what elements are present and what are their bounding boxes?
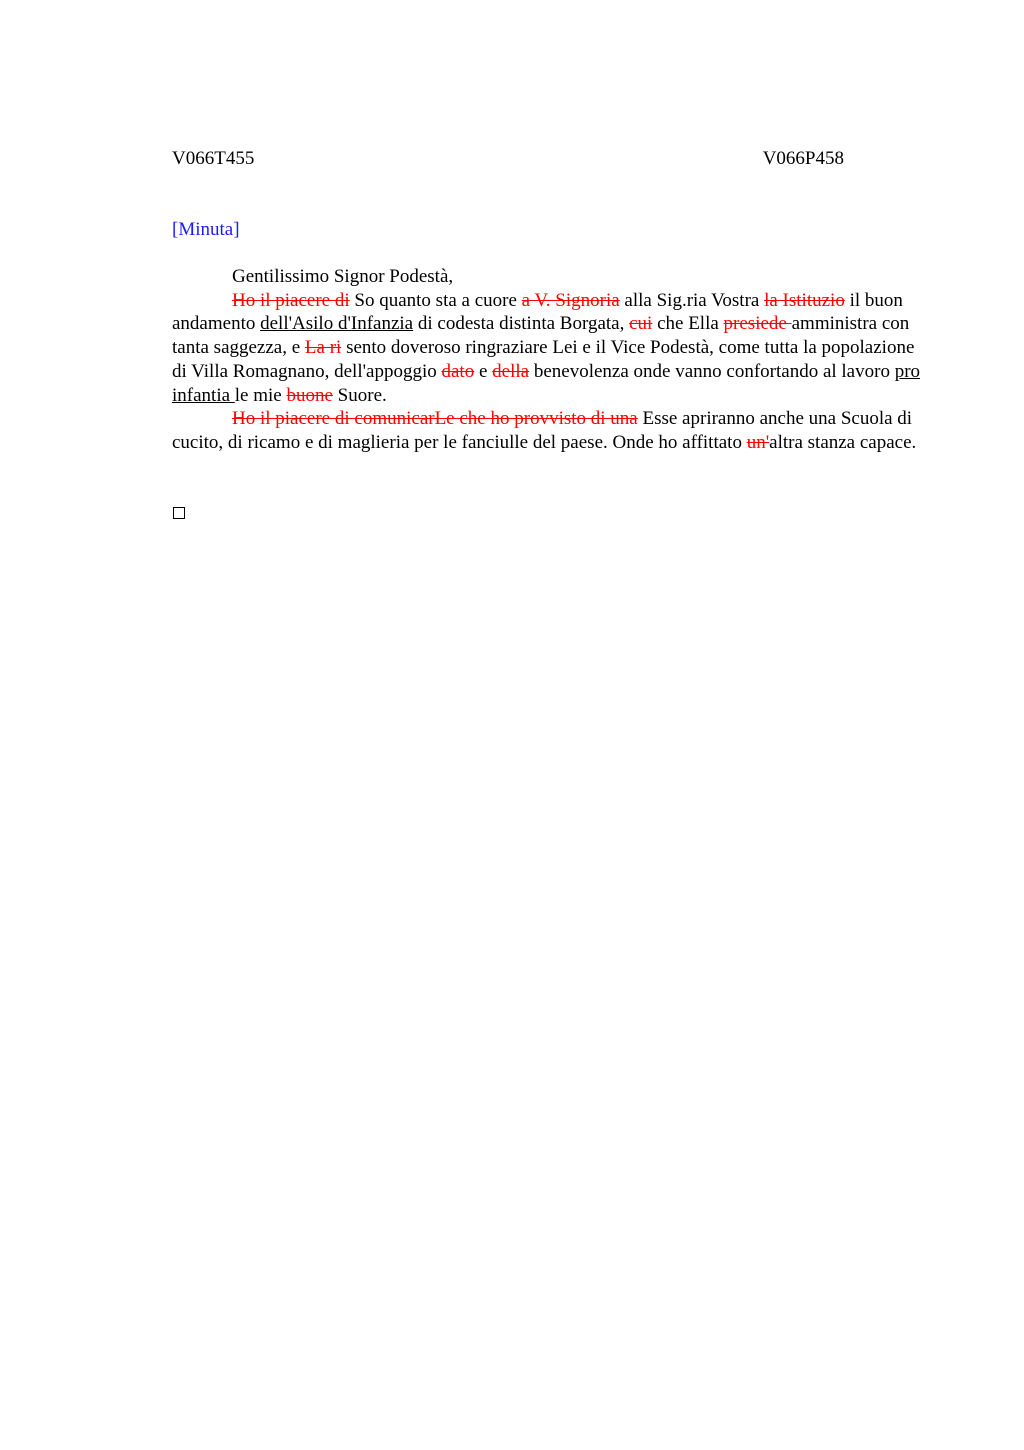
text-run: Suore. [332,384,387,406]
deleted-text: Ho il piacere di [232,289,350,311]
deleted-text: della [492,360,530,382]
text-run: alla Sig.ria Vostra [619,289,765,311]
deleted-text: presiede [723,313,792,335]
text-run: e [474,360,493,382]
text-run: Esse apriranno anche una Scuola di cucito, di ricamo e di maglieria per le fanciulle del paese. Onde ho affittato [172,408,913,453]
deleted-text: Ho il piacere di comunicarLe che ho provvisto di una [232,408,638,430]
deleted-text: a V. Signoria [521,289,620,311]
deleted-text: La ri [304,337,342,359]
text-run: che Ella [652,313,724,335]
text-run: So quanto sta a cuore [349,289,522,311]
paragraph-1 [172,289,924,408]
text-run: il buon andamento [172,289,903,335]
deleted-text: cui [629,313,653,335]
text-run: benevolenza onde vanno confortando al lavoro [529,360,895,382]
underlined-text: pro infantia [172,360,921,406]
deleted-text: buone [286,384,333,406]
deleted-text: dato [441,360,475,382]
deleted-text: un' [746,431,770,453]
square-outline-icon [173,507,185,519]
letter-body [172,265,924,455]
salutation: Gentilissimo Signor Podestà, [232,266,454,287]
text-run: altra stanza capace. [769,431,917,453]
document-reference-left: V066T455 [172,148,255,169]
text-run: amministra con tanta saggezza, e [172,313,910,359]
text-run: sento doveroso ringraziare Lei e il Vice Podestà, come tutta la popolazione di Villa Romagnano, dell'appoggio [172,337,915,382]
text-run: le mie [234,384,287,406]
minuta-label: [Minuta] [172,219,240,240]
underlined-text: dell'Asilo d'Infanzia [260,313,414,335]
deleted-text: la Istituzio [764,289,845,311]
paragraph-2 [172,407,924,454]
text-run: di codesta distinta Borgata, [413,313,630,335]
document-header [172,146,844,172]
document-reference-right: V066P458 [762,148,844,169]
